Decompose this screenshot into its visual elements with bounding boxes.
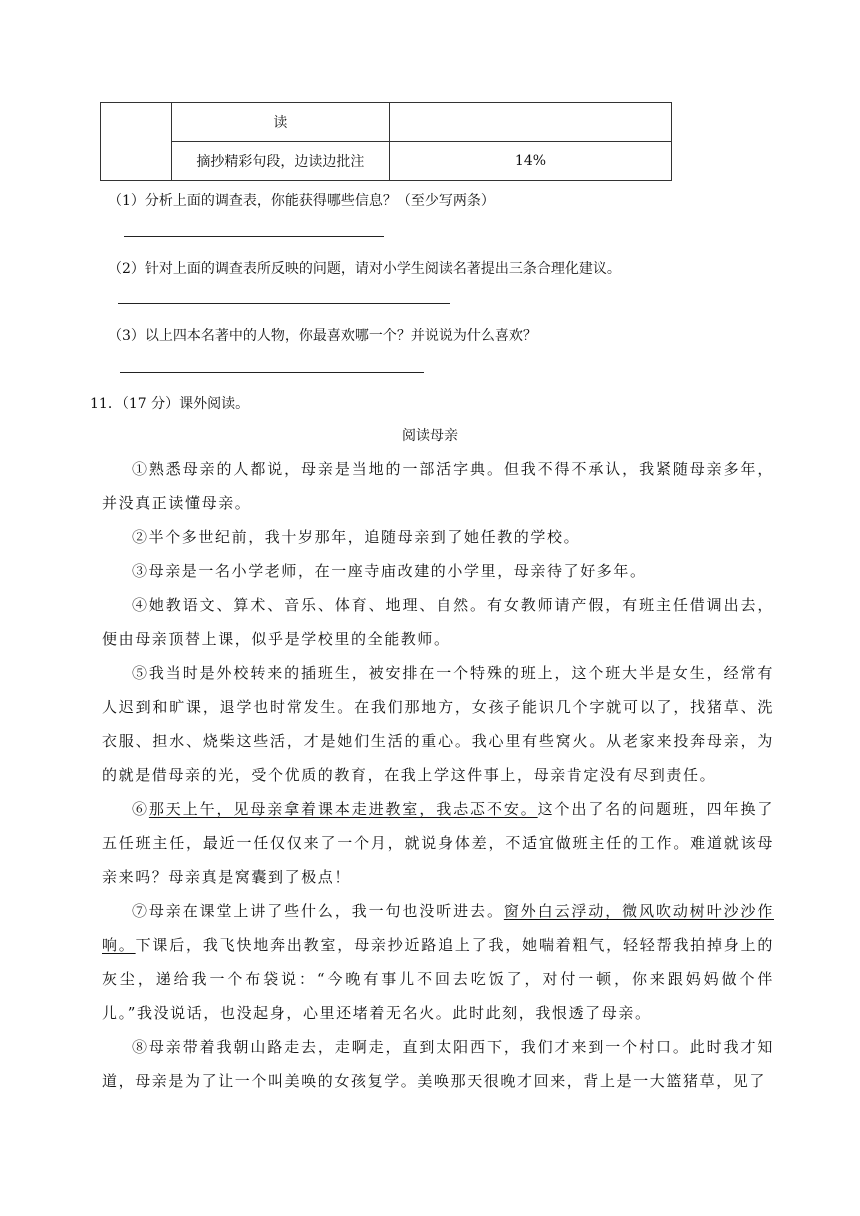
table-cell-empty: [101, 103, 172, 181]
article-title: 阅读母亲: [402, 428, 458, 444]
article-body: [102, 452, 774, 1098]
answer-line-1[interactable]: [124, 236, 384, 237]
table-cell-method: 读: [171, 103, 389, 142]
paragraph-8: ⑧母亲带着我朝山路走去，走啊走，直到太阳西下，我们才来到一个村口。此时我才知道，母亲是为了让一个叫美唤的女孩复学。美唤那天很晚才回来，背上是一大篮猪草，见了: [102, 1038, 774, 1090]
section-heading: 11．（17 分）课外阅读。: [90, 396, 250, 412]
paragraph-5: ⑤我当时是外校转来的插班生，被安排在一个特殊的班上，这个班大半是女生，经常有人迟到和旷课，退学也时常发生。在我们那地方，女孩子能识几个字就可以了，找猪草、洗衣服、担水、烧柴这些活，才是她们生活的重心。我心里有些窝火。从老家来投奔母亲，为的就是借母亲的光，受个优质的教育，在我上学这件事上，母亲肯定没有尽到责任。: [102, 664, 774, 784]
paragraph-7-start: ⑦母亲在课堂上讲了些什么，我一句也没听进去。: [132, 902, 504, 920]
answer-line-3[interactable]: [120, 372, 424, 373]
paragraph-6-marker: ⑥: [132, 800, 149, 818]
paragraph-1: ①熟悉母亲的人都说，母亲是当地的一部活字典。但我不得不承认，我紧随母亲多年，并没真正读懂母亲。: [102, 460, 774, 512]
paragraph-7: [102, 894, 774, 1030]
paragraph-2: ②半个多世纪前，我十岁那年，追随母亲到了她任教的学校。: [132, 528, 581, 546]
paragraph-4: ④她教语文、算术、音乐、体育、地理、自然。有女教师请产假，有班主任借调出去，便由母亲顶替上课，似乎是学校里的全能教师。: [102, 596, 774, 648]
table-cell-method: 摘抄精彩句段，边读边批注: [171, 142, 389, 181]
underlined-sentence-2: 窗外白云浮动，微风吹动树叶沙沙作响。: [102, 902, 774, 954]
underlined-sentence-1: 那天上午，见母亲拿着课本走进教室，我忐忑不安。: [148, 800, 538, 818]
question-3: （3）以上四本名著中的人物，你最喜欢哪一个？并说说为什么喜欢？: [108, 328, 537, 344]
question-2: （2）针对上面的调查表所反映的问题，请对小学生阅读名著提出三条合理化建议。: [108, 261, 621, 277]
paragraph-7-rest: 下课后，我飞快地奔出教室，母亲抄近路追上了我，她喘着粗气，轻轻帮我拍掉身上的灰尘，递给我一个布袋说：“今晚有事儿不回去吃饭了，对付一顿，你来跟妈妈做个伴儿。”我没说话，也没起身，心里还堵着无名火。此时此刻，我恨透了母亲。: [102, 936, 775, 1022]
answer-line-2[interactable]: [118, 303, 450, 304]
table-row: [101, 103, 672, 142]
paragraph-3: ③母亲是一名小学老师，在一座寺庙改建的小学里，母亲待了好多年。: [132, 562, 647, 580]
paragraph-6-rest: 这个出了名的问题班，四年换了五任班主任，最近一任仅仅来了一个月，就说身体差，不适宜做班主任的工作。难道就该母亲来吗？母亲真是窝囊到了极点！: [102, 800, 774, 886]
table-cell-percent: 14%: [389, 142, 671, 181]
paragraph-6: [102, 792, 774, 894]
survey-table: [100, 102, 672, 181]
table-cell-percent: [389, 103, 671, 142]
table-row: [101, 142, 672, 181]
question-1: （1）分析上面的调查表，你能获得哪些信息？（至少写两条）: [108, 193, 495, 209]
